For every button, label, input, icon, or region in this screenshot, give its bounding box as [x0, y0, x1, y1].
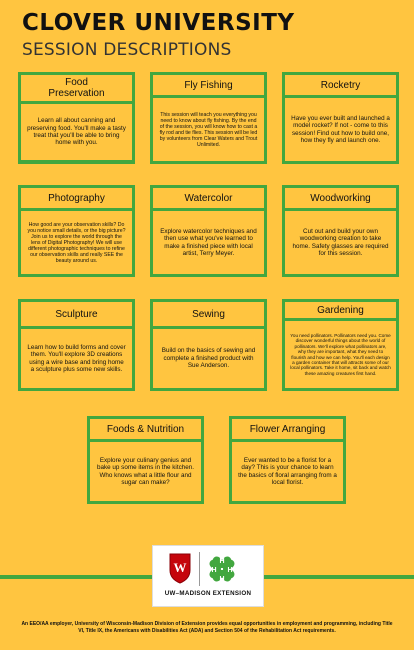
session-card-flower-arranging — [229, 416, 346, 504]
session-description: Learn all about canning and preserving food. You'll make a tasty treat that you'll be able to bring home with you. — [21, 104, 132, 160]
session-card-watercolor — [150, 185, 267, 277]
session-description: Build on the basics of sewing and complete a finished product with Sue Anderson. — [153, 329, 264, 388]
page-title: CLOVER UNIVERSITY — [22, 10, 295, 36]
session-title: Woodworking — [285, 188, 396, 208]
session-title: Sculpture — [21, 302, 132, 326]
uw-crest-icon — [167, 552, 193, 584]
session-description: Have you ever built and launched a model rocket? If not - come to this session! Find out how to build one, how they fly and launch one. — [285, 98, 396, 161]
session-card-fly-fishing — [150, 72, 267, 164]
session-description: Learn how to build forms and cover them. You'll explore 3D creations using a wire base and bring home a sculpture plus some new skills. — [21, 329, 132, 388]
svg-text:H: H — [219, 576, 225, 583]
session-card-foods-nutrition — [87, 416, 204, 504]
session-description: This session will teach you everything you need to know about fly fishing. By the end of the session, you will know how to cast a fly rod and tie flies. This session will be led by volunteers from Clear Waters and Trout Unlimited. — [153, 98, 264, 161]
session-title: Rocketry — [285, 75, 396, 95]
svg-text:H: H — [219, 558, 225, 565]
session-description: Ever wanted to be a florist for a day? This is your chance to learn the basics of floral arranging from a local florist. — [232, 442, 343, 501]
session-card-woodworking — [282, 185, 399, 277]
session-title: Gardening — [285, 302, 396, 318]
session-title: Flower Arranging — [232, 419, 343, 439]
session-title: Food Preservation — [21, 75, 132, 101]
svg-text:W: W — [173, 560, 187, 575]
session-card-sewing — [150, 299, 267, 391]
session-card-food-preservation — [18, 72, 135, 164]
4h-clover-icon — [205, 552, 239, 586]
session-description: Explore watercolor techniques and then use what you've learned to make a finished piece with local artist, Terry Meyer. — [153, 211, 264, 274]
session-card-photography — [18, 185, 135, 277]
session-description: You need pollinators. Pollinators need you. Come discover wonderful things about the world of pollinators. We'll explore what pollinators are, why they are important, what they need to flourish and how we can help. You'll each design a garden container that will attracts some of our local pollinators. Take it home, sit back and watch these amazing creatures first hand. — [285, 321, 396, 388]
session-title: Watercolor — [153, 188, 264, 208]
session-title: Sewing — [153, 302, 264, 326]
session-card-gardening — [282, 299, 399, 391]
session-title: Photography — [21, 188, 132, 208]
logo-text: UW–MADISON EXTENSION — [164, 590, 252, 597]
session-title: Foods & Nutrition — [90, 419, 201, 439]
extension-logo — [152, 545, 264, 607]
svg-text:H: H — [227, 567, 233, 574]
session-title: Fly Fishing — [153, 75, 264, 95]
session-description: How good are your observation skills? Do you notice small details, or the big picture? Join us to explore the world through the lens of Digital Photography! We will use different photographic techniques to refine our observation skills and really SEE the beauty around us. — [21, 211, 132, 274]
session-description: Cut out and build your own woodworking creation to take home. Safety glasses are required for this session. — [285, 211, 396, 274]
svg-text:H: H — [211, 567, 217, 574]
session-card-rocketry — [282, 72, 399, 164]
session-description: Explore your culinary genius and bake up some items in the kitchen. Who knows what a little flour and sugar can make? — [90, 442, 201, 501]
eeo-disclaimer: An EEO/AA employer, University of Wisconsin-Madison Division of Extension provides equal opportunities in employment and programming, including Title VI, Title IX, the Americans with Disabilities Act (ADA) and Section 504 of the Rehabilitation Act requirements. — [21, 621, 393, 634]
logo-divider — [199, 552, 200, 586]
page-subtitle: SESSION DESCRIPTIONS — [22, 40, 232, 60]
session-card-sculpture — [18, 299, 135, 391]
